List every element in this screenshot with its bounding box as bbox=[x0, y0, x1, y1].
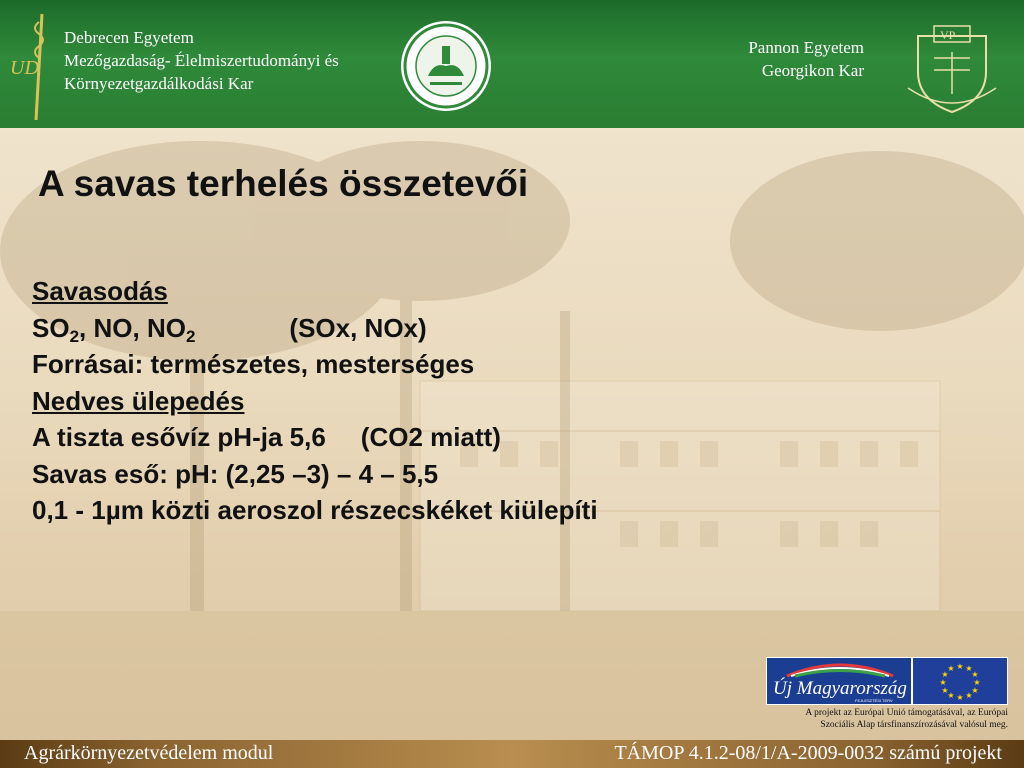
header-bar bbox=[0, 0, 1024, 131]
uni-right-line-1: Pannon Egyetem bbox=[748, 38, 864, 57]
svg-text:★: ★ bbox=[941, 670, 949, 679]
line-ph bbox=[32, 419, 598, 456]
no-text: , NO, NO bbox=[79, 312, 186, 343]
line-acid-rain: Savas eső: pH: (2,25 –3) – 4 – 5,5 bbox=[32, 458, 439, 489]
footer-bar bbox=[0, 740, 1024, 768]
uni-left-line-1: Debrecen Egyetem bbox=[64, 28, 194, 47]
pannon-crest-icon bbox=[904, 18, 1000, 116]
heading-wet-deposition: Nedves ülepedés bbox=[32, 385, 245, 416]
eu-stars-icon bbox=[913, 658, 1007, 704]
so-text: SO bbox=[32, 312, 70, 343]
uj-magyarorszag-logo bbox=[766, 657, 912, 705]
footer-module-name: Agrárkörnyezetvédelem modul bbox=[24, 742, 274, 764]
uni-left-line-2: Mezőgazdaság- Élelmiszertudományi és bbox=[64, 51, 339, 70]
footer-project-id: TÁMOP 4.1.2-08/1/A-2009-0032 számú projekt bbox=[614, 742, 1002, 764]
crest-text: VP bbox=[940, 28, 956, 42]
umft-arc-icon bbox=[767, 658, 913, 678]
faculty-seal-icon bbox=[400, 20, 492, 112]
umft-small-text: FEJLESZTÉSI TERV bbox=[855, 698, 893, 703]
uni-left-line-3: Környezetgazdálkodási Kar bbox=[64, 74, 254, 93]
svg-text:★: ★ bbox=[965, 664, 973, 673]
ud-logo-text: UD bbox=[10, 57, 39, 79]
eu-note-line-2: Szociális Alap társfinanszírozásával valósul meg. bbox=[820, 720, 1008, 730]
svg-text:★: ★ bbox=[971, 686, 979, 695]
svg-text:★: ★ bbox=[939, 678, 947, 687]
svg-text:★: ★ bbox=[947, 664, 955, 673]
uni-right-line-2: Georgikon Kar bbox=[761, 61, 864, 80]
slide-body bbox=[32, 273, 598, 529]
ud-logo bbox=[6, 12, 50, 122]
co2-text: (CO2 miatt) bbox=[360, 422, 501, 452]
line-pollutants bbox=[32, 310, 598, 347]
no2-subscript: 2 bbox=[185, 326, 196, 346]
svg-text:★: ★ bbox=[971, 670, 979, 679]
eu-funding-note bbox=[766, 707, 1008, 731]
umft-text: Új Magyarország bbox=[773, 678, 907, 699]
svg-text:★: ★ bbox=[973, 678, 981, 687]
eu-note-line-1: A projekt az Európai Unió támogatásával, az Európai bbox=[805, 708, 1008, 718]
svg-text:★: ★ bbox=[947, 691, 955, 700]
slide-title: A savas terhelés összetevői bbox=[38, 163, 529, 204]
sox-nox-text: (SOx, NOx) bbox=[289, 312, 427, 343]
line-sources: Forrásai: természetes, mesterséges bbox=[32, 349, 475, 379]
university-left-name bbox=[64, 26, 339, 95]
svg-text:★: ★ bbox=[956, 693, 964, 702]
svg-text:★: ★ bbox=[941, 686, 949, 695]
svg-text:★: ★ bbox=[956, 662, 964, 671]
eu-flag bbox=[912, 657, 1008, 705]
ph-text: A tiszta esővíz pH-ja 5,6 bbox=[32, 422, 326, 452]
university-right-name bbox=[700, 36, 864, 82]
heading-savasodas: Savasodás bbox=[32, 276, 168, 306]
line-aerosol: 0,1 - 1µm közti aeroszol részecskéket kiülepíti bbox=[32, 495, 598, 525]
svg-text:★: ★ bbox=[965, 691, 973, 700]
so2-subscript: 2 bbox=[69, 326, 80, 346]
